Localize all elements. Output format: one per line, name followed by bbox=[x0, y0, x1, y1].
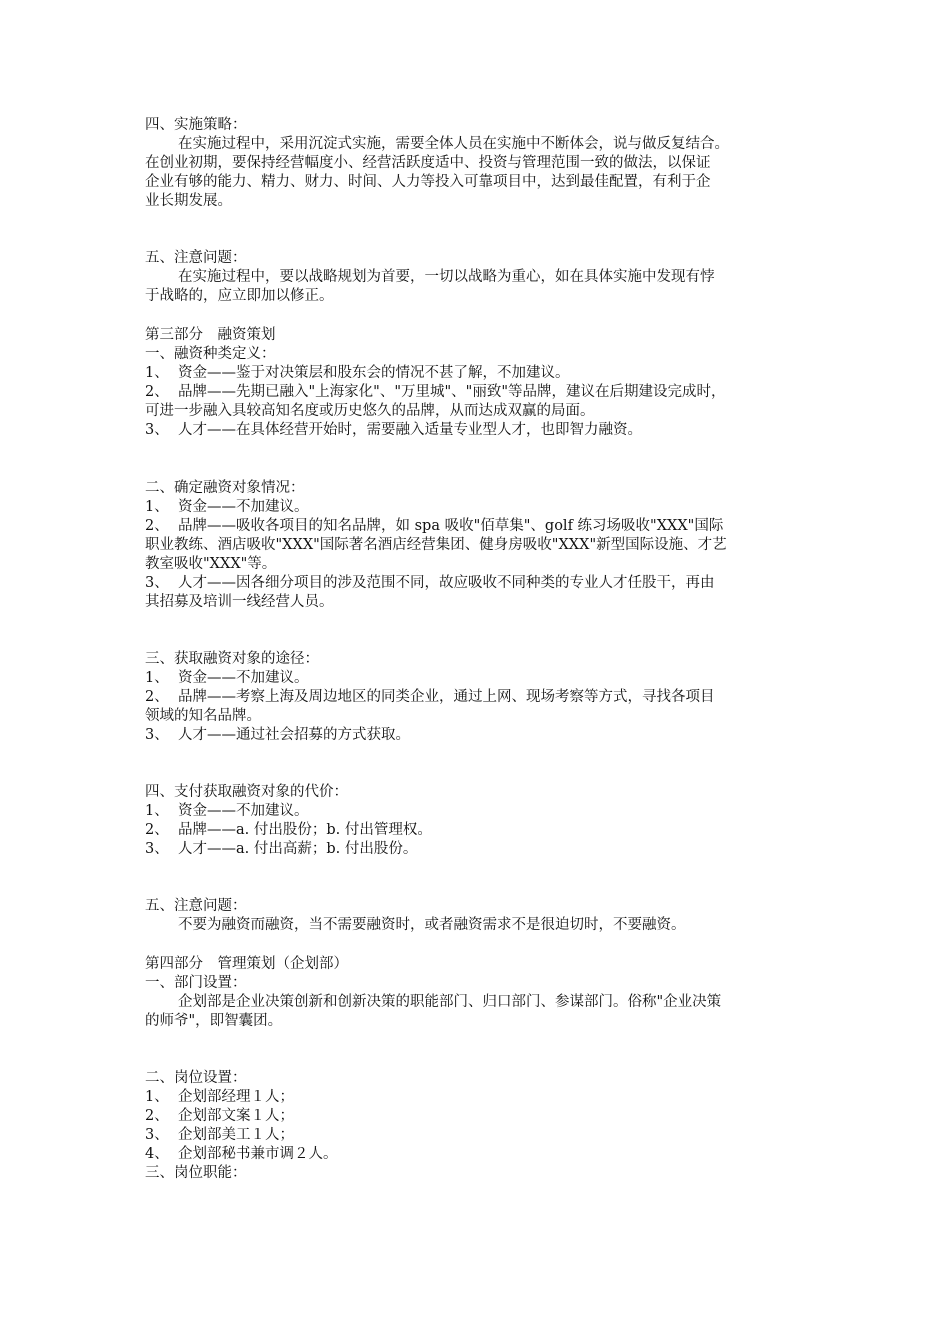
paragraph-line: 可进一步融入具较高知名度或历史悠久的品牌，从而达成双赢的局面。 bbox=[145, 403, 595, 419]
section-heading: 五、注意问题： bbox=[145, 898, 247, 914]
list-text: 人才——因各细分项目的涉及范围不同，故应吸收不同种类的专业人才任股干，再由 bbox=[178, 575, 715, 591]
list-text: 品牌——考察上海及周边地区的同类企业，通过上网、现场考察等方式，寻找各项目 bbox=[178, 689, 715, 705]
list-number: 1、 bbox=[145, 365, 169, 381]
paragraph-line: 企业有够的能力、精力、财力、时间、人力等投入可靠项目中，达到最佳配置，有利于企 bbox=[145, 174, 711, 190]
list-item bbox=[145, 498, 309, 516]
list-item bbox=[145, 364, 570, 382]
list-number: 2、 bbox=[145, 1108, 169, 1124]
paragraph-line: 在实施过程中，要以战略规划为首要，一切以战略为重心，如在具体实施中发现有悖 bbox=[178, 269, 715, 285]
list-text: 人才——在具体经营开始时，需要融入适量专业型人才，也即智力融资。 bbox=[178, 422, 642, 438]
list-number: 2、 bbox=[145, 822, 169, 838]
list-text: 资金——鉴于对决策层和股东会的情况不甚了解，不加建议。 bbox=[178, 365, 570, 381]
paragraph-line: 企划部是企业决策创新和创新决策的职能部门、归口部门、参谋部门。俗称"企业决策 bbox=[178, 994, 722, 1010]
list-item bbox=[145, 1145, 338, 1163]
section-heading: 四、支付获取融资对象的代价： bbox=[145, 784, 348, 800]
list-item bbox=[145, 726, 410, 744]
list-number: 3、 bbox=[145, 1127, 169, 1143]
list-number: 3、 bbox=[145, 841, 169, 857]
paragraph-line: 业长期发展。 bbox=[145, 193, 232, 209]
list-item bbox=[145, 1088, 294, 1106]
paragraph-line: 其招募及培训一线经营人员。 bbox=[145, 594, 334, 610]
part-title: 第三部分 融资策划 bbox=[145, 327, 276, 343]
paragraph-line: 教室吸收"XXX"等。 bbox=[145, 556, 277, 572]
list-text: 企划部文案１人； bbox=[178, 1108, 294, 1124]
section-heading: 一、融资种类定义： bbox=[145, 346, 276, 362]
list-item bbox=[145, 421, 642, 439]
list-text: 资金——不加建议。 bbox=[178, 499, 309, 515]
section-heading: 三、获取融资对象的途径： bbox=[145, 651, 319, 667]
list-item bbox=[145, 383, 726, 401]
paragraph-line: 于战略的，应立即加以修正。 bbox=[145, 288, 334, 304]
paragraph-line: 在实施过程中，采用沉淀式实施，需要全体人员在实施中不断体会，说与做反复结合。 bbox=[178, 136, 729, 152]
list-number: 3、 bbox=[145, 422, 169, 438]
list-item bbox=[145, 1126, 294, 1144]
list-item bbox=[145, 1107, 294, 1125]
list-item bbox=[145, 517, 723, 535]
list-text: 企划部秘书兼市调２人。 bbox=[178, 1146, 338, 1162]
list-text: 品牌——先期已融入"上海家化"、"万里城"、"丽致"等品牌，建议在后期建设完成时， bbox=[178, 384, 726, 400]
list-number: 1、 bbox=[145, 499, 169, 515]
section-heading: 一、部门设置： bbox=[145, 975, 247, 991]
list-item bbox=[145, 840, 417, 858]
paragraph-line: 不要为融资而融资，当不需要融资时，或者融资需求不是很迫切时，不要融资。 bbox=[178, 917, 686, 933]
list-item bbox=[145, 821, 432, 839]
section-heading: 三、岗位职能： bbox=[145, 1165, 247, 1181]
list-text: 企划部美工１人； bbox=[178, 1127, 294, 1143]
section-heading: 二、确定融资对象情况： bbox=[145, 480, 305, 496]
list-text: 品牌——a. 付出股份；b. 付出管理权。 bbox=[178, 822, 432, 838]
list-item bbox=[145, 669, 309, 687]
list-text: 人才——通过社会招募的方式获取。 bbox=[178, 727, 410, 743]
list-number: 2、 bbox=[145, 518, 169, 534]
list-text: 资金——不加建议。 bbox=[178, 803, 309, 819]
section-heading: 四、实施策略： bbox=[145, 117, 247, 133]
paragraph-line: 在创业初期，要保持经营幅度小、经营活跃度适中、投资与管理范围一致的做法，以保证 bbox=[145, 155, 711, 171]
part-title: 第四部分 管理策划（企划部） bbox=[145, 956, 348, 972]
paragraph-line: 领域的知名品牌。 bbox=[145, 708, 261, 724]
paragraph-line: 职业教练、酒店吸收"XXX"国际著名酒店经营集团、健身房吸收"XXX"新型国际设施、才艺 bbox=[145, 537, 727, 553]
list-text: 资金——不加建议。 bbox=[178, 670, 309, 686]
list-text: 品牌——吸收各项目的知名品牌，如 spa 吸收"佰草集"、golf 练习场吸收"XXX"国际 bbox=[178, 518, 724, 534]
list-item bbox=[145, 802, 309, 820]
list-item bbox=[145, 574, 715, 592]
list-number: 4、 bbox=[145, 1146, 169, 1162]
section-heading: 五、注意问题： bbox=[145, 250, 247, 266]
list-number: 1、 bbox=[145, 1089, 169, 1105]
paragraph-line: 的师爷"，即智囊团。 bbox=[145, 1013, 283, 1029]
list-item bbox=[145, 688, 715, 706]
section-heading: 二、岗位设置： bbox=[145, 1070, 247, 1086]
list-text: 企划部经理１人； bbox=[178, 1089, 294, 1105]
list-number: 3、 bbox=[145, 575, 169, 591]
list-text: 人才——a. 付出高薪；b. 付出股份。 bbox=[178, 841, 418, 857]
list-number: 1、 bbox=[145, 670, 169, 686]
list-number: 3、 bbox=[145, 727, 169, 743]
list-number: 2、 bbox=[145, 689, 169, 705]
list-number: 1、 bbox=[145, 803, 169, 819]
list-number: 2、 bbox=[145, 384, 169, 400]
